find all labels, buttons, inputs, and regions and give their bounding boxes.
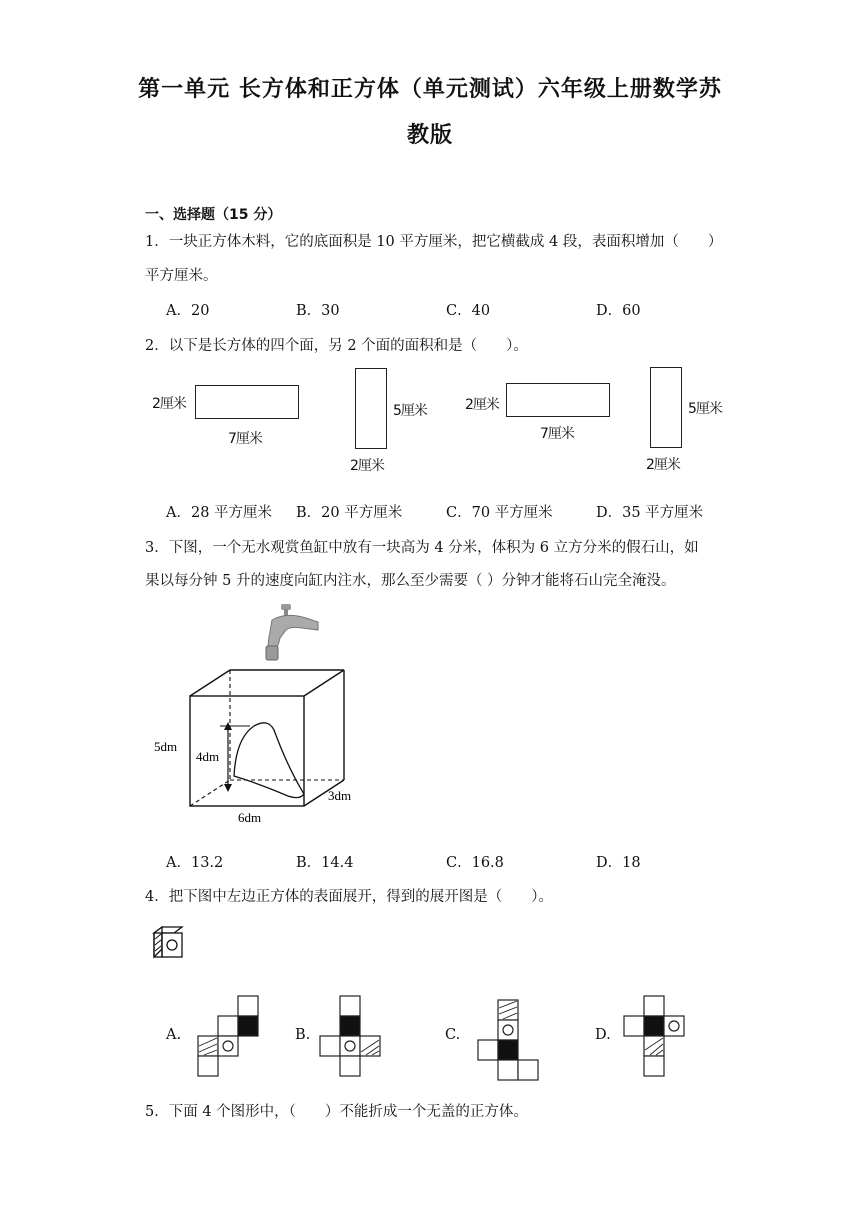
page-title: 第一单元 长方体和正方体（单元测试）六年级上册数学苏	[138, 77, 722, 102]
question-2-text: 2．以下是长方体的四个面，另 2 个面的面积和是（ ）。	[145, 338, 528, 354]
page-title-line2: 教版	[406, 123, 453, 148]
q3-option-d[interactable]: D．18	[596, 855, 641, 871]
q4-option-a-label[interactable]: A.	[166, 1027, 182, 1043]
face-rect-4	[650, 367, 682, 448]
q1-option-d[interactable]: D．60	[596, 303, 641, 319]
q2-option-b[interactable]: B．20 平方厘米	[296, 505, 403, 521]
question-4-text: 4．把下图中左边正方体的表面展开，得到的展开图是（ ）。	[145, 889, 553, 905]
face-1-bottom-label: 7厘米	[228, 431, 262, 447]
question-3-text: 3．下图，一个无水观赏鱼缸中放有一块高为 4 分米，体积为 6 立方分米的假石山，如	[145, 540, 699, 556]
net-option-b[interactable]	[318, 994, 384, 1078]
face-rect-3	[506, 383, 610, 417]
q2-option-a[interactable]: A．28 平方厘米	[166, 505, 273, 521]
q2-option-d[interactable]: D．35 平方厘米	[596, 505, 704, 521]
tank-width-label: 6dm	[238, 810, 262, 825]
face-4-bottom-label: 2厘米	[646, 457, 680, 473]
rock-height-label: 4dm	[196, 749, 220, 764]
face-2-bottom-label: 2厘米	[350, 458, 384, 474]
q3-option-c[interactable]: C．16.8	[446, 855, 504, 871]
q4-option-b-label[interactable]: B.	[295, 1027, 311, 1043]
section-heading: 一、选择题（15 分）	[145, 207, 282, 223]
question-5-text: 5．下面 4 个图形中，（ ）不能折成一个无盖的正方体。	[145, 1104, 528, 1120]
q1-option-a[interactable]: A．20	[166, 303, 210, 319]
patterned-cube-icon	[150, 925, 186, 961]
tank-depth-label: 3dm	[328, 788, 352, 803]
net-option-a[interactable]	[196, 994, 262, 1078]
question-3-text-cont: 果以每分钟 5 升的速度向缸内注水，那么至少需要（ ）分钟才能将石山完全淹没。	[145, 573, 676, 589]
q1-option-c[interactable]: C．40	[446, 303, 491, 319]
faucet-icon	[266, 604, 318, 660]
q3-option-a[interactable]: A．13.2	[166, 855, 224, 871]
tank-height-label: 5dm	[154, 739, 178, 754]
face-4-side-label: 5厘米	[688, 401, 722, 417]
face-3-bottom-label: 7厘米	[540, 426, 574, 442]
q1-option-b[interactable]: B．30	[296, 303, 340, 319]
fish-tank-figure	[150, 598, 390, 838]
question-1-text-cont: 平方厘米。	[145, 268, 218, 284]
face-rect-1	[195, 385, 299, 419]
face-1-side-label: 2厘米	[152, 396, 186, 412]
q4-option-d-label[interactable]: D.	[595, 1027, 611, 1043]
q2-option-c[interactable]: C．70 平方厘米	[446, 505, 553, 521]
net-option-c[interactable]	[476, 998, 542, 1082]
q4-option-c-label[interactable]: C.	[445, 1027, 461, 1043]
question-1-text: 1．一块正方体木料，它的底面积是 10 平方厘米，把它横截成 4 段，表面积增加（ ）	[145, 234, 723, 250]
face-rect-2	[355, 368, 387, 449]
face-2-side-label: 5厘米	[393, 403, 427, 419]
q3-option-b[interactable]: B．14.4	[296, 855, 354, 871]
face-3-side-label: 2厘米	[465, 397, 499, 413]
net-option-d[interactable]	[622, 994, 688, 1078]
